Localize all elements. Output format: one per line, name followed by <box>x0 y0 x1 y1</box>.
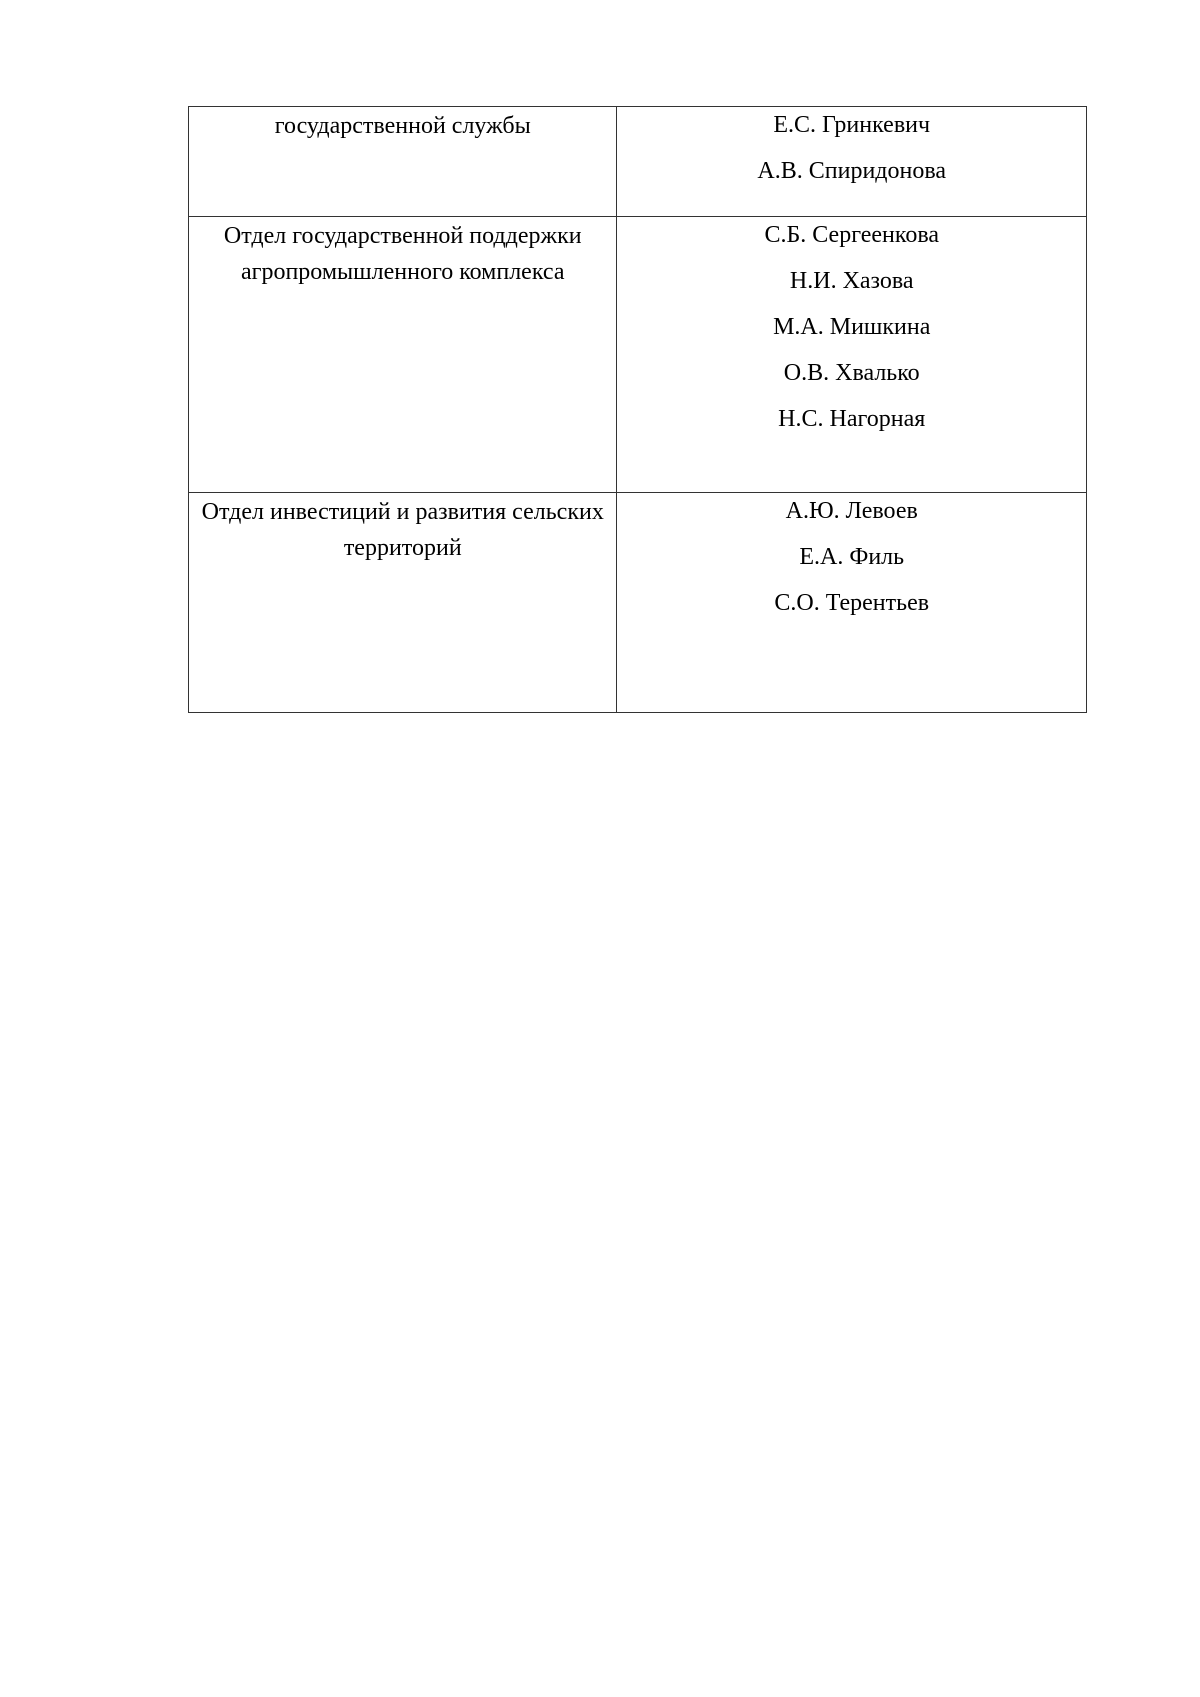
person-name: Е.С. Гринкевич <box>773 112 931 138</box>
people-list <box>617 484 1086 631</box>
department-name: Отдел инвестиций и развития сельских территорий <box>201 499 604 561</box>
table-row <box>189 107 1087 217</box>
person-name: М.А. Мишкина <box>773 314 931 340</box>
people-list <box>617 98 1086 199</box>
people-list <box>617 208 1086 447</box>
person-name: О.В. Хвалько <box>783 360 920 386</box>
people-cell <box>617 493 1087 713</box>
department-cell <box>189 493 617 713</box>
person-name: А.В. Спиридонова <box>757 158 947 184</box>
person-name: С.О. Терентьев <box>774 590 930 616</box>
department-name: государственной службы <box>274 113 531 139</box>
people-cell <box>617 217 1087 493</box>
person-name: Н.И. Хазова <box>789 268 914 294</box>
person-name: Е.А. Филь <box>799 544 905 570</box>
person-name: С.Б. Сергеенкова <box>764 222 939 248</box>
department-cell <box>189 217 617 493</box>
department-name: Отдел государственной поддержки агропромышленного комплекса <box>223 223 582 285</box>
people-cell <box>617 107 1087 217</box>
table-row <box>189 217 1087 493</box>
table-row <box>189 493 1087 713</box>
person-name: А.Ю. Левоев <box>785 498 918 524</box>
staff-table <box>188 106 1087 713</box>
department-cell <box>189 107 617 217</box>
person-name: Н.С. Нагорная <box>778 406 926 432</box>
